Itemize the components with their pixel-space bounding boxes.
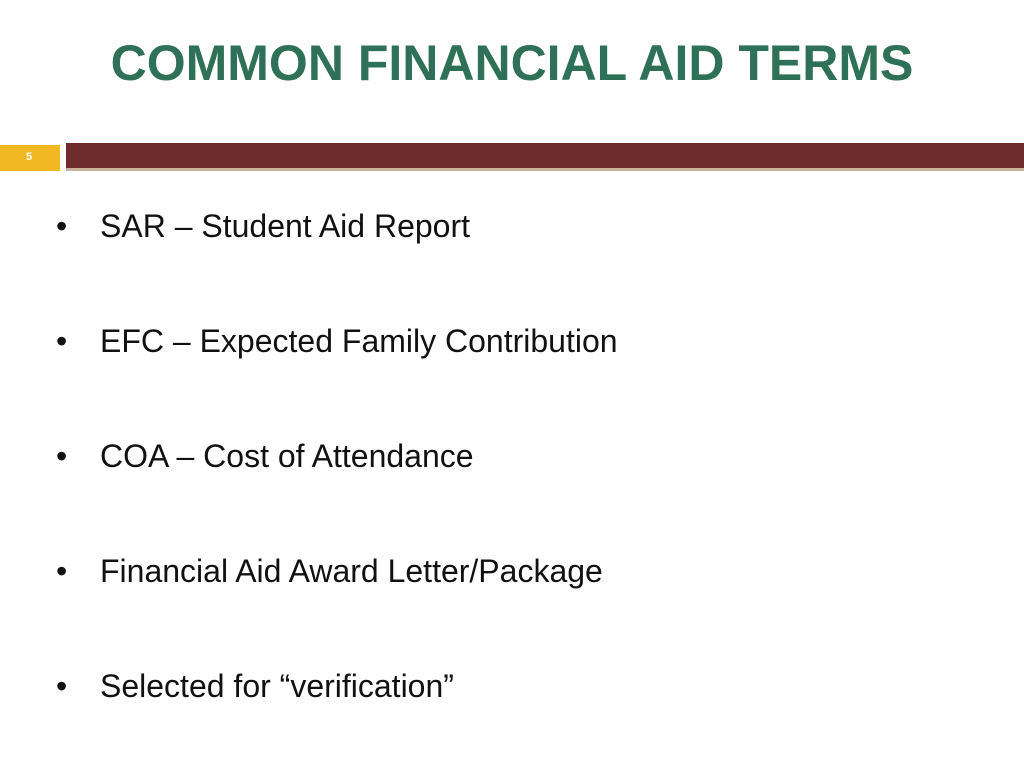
slide-title: COMMON FINANCIAL AID TERMS [110,35,914,91]
slide-number-badge [0,145,60,171]
title-divider-bar [66,143,1024,171]
bullet-icon: • [56,323,68,359]
bullet-text: COA – Cost of Attendance [100,438,474,474]
bullet-text: SAR – Student Aid Report [100,208,470,244]
bullet-text: Financial Aid Award Letter/Package [100,553,603,589]
bullet-icon: • [56,668,68,704]
bullet-text: EFC – Expected Family Contribution [100,323,618,359]
bullet-text: Selected for “verification” [100,668,454,704]
bullet-icon: • [56,438,68,474]
slide-number: 5 [26,151,33,163]
bullet-icon: • [56,208,68,244]
bullet-icon: • [56,553,68,589]
